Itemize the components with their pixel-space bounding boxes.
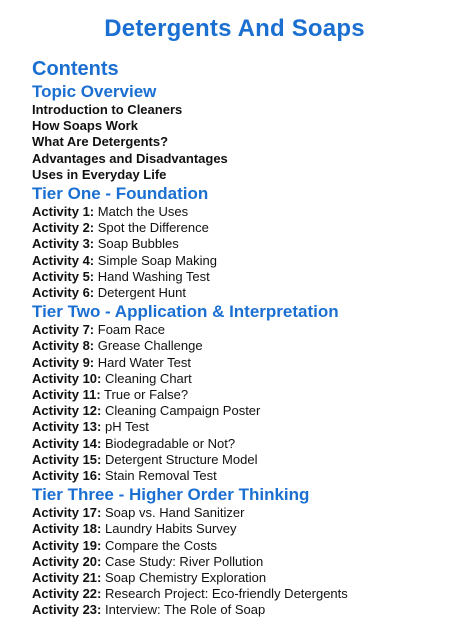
activity-item [32,236,462,252]
activity-item [32,538,462,554]
table-of-contents [32,57,462,619]
activity-title: Cleaning Campaign Poster [105,403,261,419]
activity-number: Activity 5: [32,268,95,284]
contents-heading: Contents [32,58,119,80]
activity-item [32,220,462,236]
activity-item [32,521,462,537]
activity-title: Foam Race [97,322,165,338]
activity-title: Soap vs. Hand Sanitizer [105,505,245,521]
activity-title: Laundry Habits Survey [105,521,237,537]
activity-title: Biodegradable or Not? [105,435,236,451]
section-heading-topic-overview: Topic Overview [32,82,157,101]
activity-number: Activity 17: [32,505,102,521]
activity-item [32,468,462,484]
activity-number: Activity 13: [32,419,102,435]
activity-number: Activity 3: [32,236,95,252]
activity-title: Case Study: River Pollution [105,553,264,569]
activity-number: Activity 1: [32,204,95,220]
activity-number: Activity 16: [32,468,102,484]
activity-title: True or False? [104,387,189,403]
topic-item: How Soaps Work [32,118,138,134]
section-tier-two [32,302,462,484]
activity-item [32,452,462,468]
activity-item [32,355,462,371]
activity-title: Soap Bubbles [97,236,179,252]
activity-number: Activity 7: [32,322,95,338]
activity-item [32,586,462,602]
activity-number: Activity 4: [32,252,95,268]
activity-number: Activity 23: [32,602,102,618]
activity-title: Research Project: Eco-friendly Detergents [105,586,348,602]
activity-title: Interview: The Role of Soap [105,602,266,618]
topic-item: Advantages and Disadvantages [32,150,228,166]
activity-item [32,387,462,403]
activity-item [32,322,462,338]
section-heading-tier-one: Tier One - Foundation [32,184,209,204]
activity-title: Soap Chemistry Exploration [105,570,267,586]
topic-item: Uses in Everyday Life [32,166,167,182]
activity-number: Activity 10: [32,370,102,386]
section-tier-one [32,184,462,301]
activity-title: Stain Removal Test [105,468,217,484]
activity-item [32,570,462,586]
activity-item [32,338,462,354]
activity-title: Hard Water Test [97,354,191,370]
activity-item [32,403,462,419]
activity-item [32,436,462,452]
activity-item [32,554,462,570]
section-heading-tier-three: Tier Three - Higher Order Thinking [32,485,310,505]
activity-item [32,253,462,269]
activity-number: Activity 12: [32,403,102,419]
activity-number: Activity 20: [32,553,102,569]
activity-item [32,602,462,618]
section-tier-three [32,485,462,618]
activity-title: Detergent Hunt [97,285,186,301]
activity-number: Activity 11: [32,387,101,403]
activity-number: Activity 15: [32,451,102,467]
activity-title: Match the Uses [97,204,189,220]
topic-item: Introduction to Cleaners [32,102,183,117]
activity-title: Cleaning Chart [105,370,192,386]
topic-item: What Are Detergents? [32,134,169,150]
section-heading-tier-two: Tier Two - Application & Interpretation [32,302,339,322]
activity-number: Activity 18: [32,521,102,537]
activity-number: Activity 6: [32,285,95,301]
activity-number: Activity 8: [32,338,95,354]
activity-number: Activity 22: [32,586,102,602]
activity-title: Compare the Costs [105,537,217,553]
activity-item [32,204,462,220]
activity-item [32,269,462,285]
activity-title: Spot the Difference [97,220,209,236]
activity-item [32,505,462,521]
activity-title: Grease Challenge [97,338,203,354]
activity-number: Activity 14: [32,435,102,451]
activity-item [32,371,462,387]
activity-title: pH Test [105,419,149,435]
activity-item [32,419,462,435]
activity-item [32,285,462,301]
document-title: Detergents And Soaps [104,15,365,42]
activity-title: Hand Washing Test [97,268,210,284]
activity-title: Simple Soap Making [97,252,217,268]
activity-number: Activity 2: [32,220,95,236]
activity-title: Detergent Structure Model [105,451,258,467]
section-topic-overview [32,82,462,183]
activity-number: Activity 9: [32,354,95,370]
activity-number: Activity 21: [32,570,102,586]
activity-number: Activity 19: [32,537,102,553]
